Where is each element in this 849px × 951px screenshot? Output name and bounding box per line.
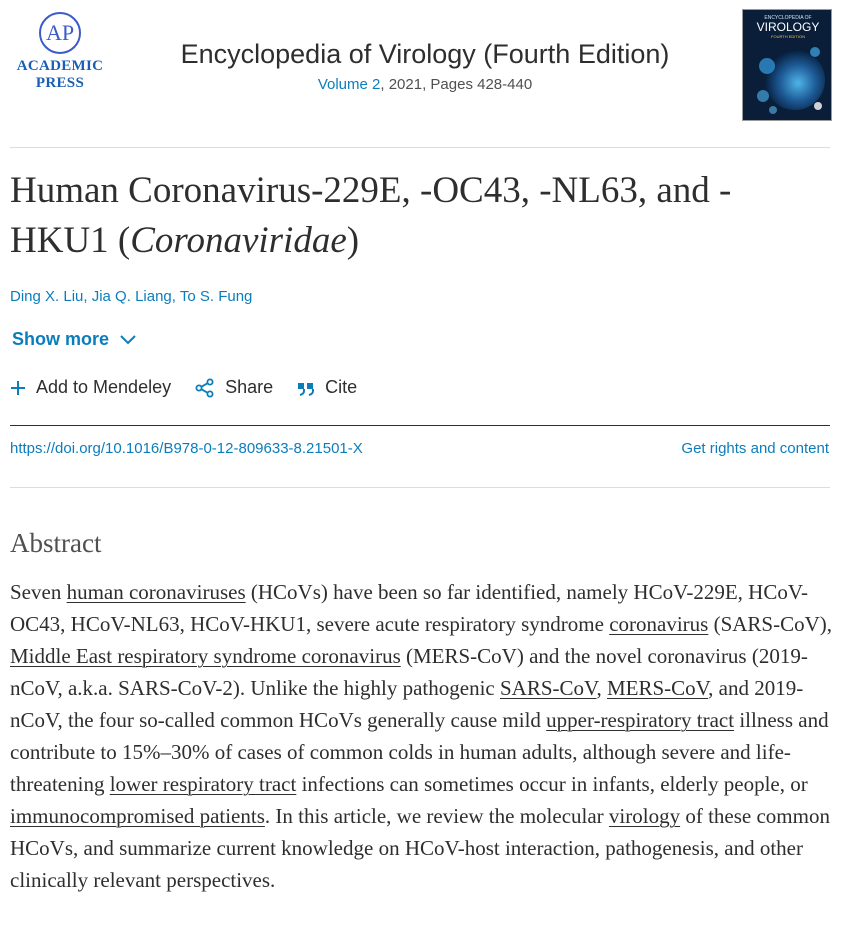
plus-icon — [10, 380, 26, 396]
show-more-label: Show more — [12, 329, 110, 349]
actions-divider — [10, 425, 830, 426]
volume-meta-text: , 2021, Pages 428-440 — [380, 76, 533, 93]
mendeley-label: Add to Mendeley — [36, 377, 172, 397]
abstract-term-link[interactable]: upper-respiratory tract — [546, 708, 735, 732]
header-divider — [10, 147, 830, 148]
article-title — [10, 166, 830, 266]
cite-label: Cite — [325, 377, 358, 397]
share-button[interactable] — [195, 377, 273, 398]
show-more-button[interactable] — [12, 329, 137, 350]
abstract-term-link[interactable]: human coronaviruses — [66, 580, 246, 604]
chevron-down-icon — [119, 334, 137, 346]
abstract-term-link[interactable]: MERS-CoV — [606, 676, 709, 700]
publisher-logo[interactable] — [10, 10, 110, 100]
abstract-text-segment: illness and contribute to 15%–30% of cases of common colds in human adults, although severe and life-threatening — [10, 708, 829, 796]
cover-title-line3: FOURTH EDITION — [771, 34, 805, 39]
abstract-term-link[interactable]: lower respiratory tract — [109, 772, 297, 796]
cite-button[interactable] — [297, 377, 357, 398]
abstract-text-segment: (SARS-CoV), — [708, 612, 833, 636]
abstract-text-segment: (MERS-CoV) and the novel coronavirus (2019-nCoV, a.k.a. SARS-CoV-2). Unlike the highly pathogenic — [10, 644, 808, 700]
cover-title-line2: VIROLOGY — [756, 20, 820, 34]
academic-press-emblem-icon — [37, 10, 83, 56]
author-list — [10, 288, 252, 305]
abstract-term-link[interactable]: SARS-CoV — [499, 676, 597, 700]
abstract-term-link[interactable]: virology — [608, 804, 681, 828]
journal-title[interactable]: Encyclopedia of Virology (Fourth Edition) — [180, 39, 670, 69]
abstract-text-segment: , and 2019-nCoV, the four so-called common HCoVs generally cause mild — [10, 676, 804, 732]
publisher-name — [10, 58, 110, 92]
add-to-mendeley-button[interactable] — [10, 377, 171, 398]
book-cover-art — [743, 10, 832, 121]
article-actions — [10, 377, 381, 398]
article-title-close: ) — [346, 220, 360, 261]
article-title-main: Human Coronavirus-229E, -OC43, -NL63, and -HKU1 ( — [10, 170, 732, 261]
publisher-logo-letters: AP — [45, 20, 75, 45]
abstract-text-segment: . In this article, we review the molecular — [264, 804, 609, 828]
publisher-name-line2: PRESS — [35, 75, 85, 91]
abstract-text-segment: infections can sometimes occur in infants, elderly people, or — [296, 772, 808, 796]
publisher-name-line1: ACADEMIC — [16, 58, 104, 74]
rights-link[interactable]: Get rights and content — [681, 440, 829, 457]
cover-title-line1: ENCYCLOPEDIA OF — [764, 15, 812, 21]
abstract-text-segment: of these common HCoVs, and summarize current knowledge on HCoV-host interaction, pathogenesis, and other clinically relevant perspectives. — [10, 804, 830, 892]
abstract-text-segment: Seven — [10, 580, 67, 604]
book-cover-image[interactable] — [742, 9, 832, 121]
journal-header — [120, 38, 730, 93]
abstract-body — [10, 576, 835, 896]
doi-divider — [10, 487, 830, 488]
doi-link[interactable]: https://doi.org/10.1016/B978-0-12-809633-8.21501-X — [10, 440, 363, 457]
abstract-term-link[interactable]: coronavirus — [609, 612, 709, 636]
abstract-text-segment: , — [596, 676, 607, 700]
abstract-term-link[interactable]: immunocompromised patients — [10, 804, 265, 828]
share-icon — [195, 378, 215, 398]
author-link[interactable]: To S. Fung — [179, 288, 253, 305]
quote-icon — [297, 380, 315, 396]
author-separator: , — [83, 288, 92, 305]
author-separator: , — [171, 288, 180, 305]
journal-volume-info — [120, 76, 730, 93]
author-link[interactable]: Jia Q. Liang — [91, 288, 172, 305]
abstract-text-segment: (HCoVs) have been so far identified, namely HCoV-229E, HCoV-OC43, HCoV-NL63, HCoV-HKU1, severe acute respiratory syndrome — [10, 580, 809, 636]
abstract-heading: Abstract — [10, 528, 102, 558]
abstract-term-link[interactable]: Middle East respiratory syndrome coronavirus — [10, 644, 401, 668]
author-link[interactable]: Ding X. Liu — [10, 288, 84, 305]
article-title-taxon: Coronaviridae — [130, 220, 347, 261]
share-label: Share — [225, 377, 274, 397]
volume-link[interactable]: Volume 2 — [317, 76, 381, 93]
